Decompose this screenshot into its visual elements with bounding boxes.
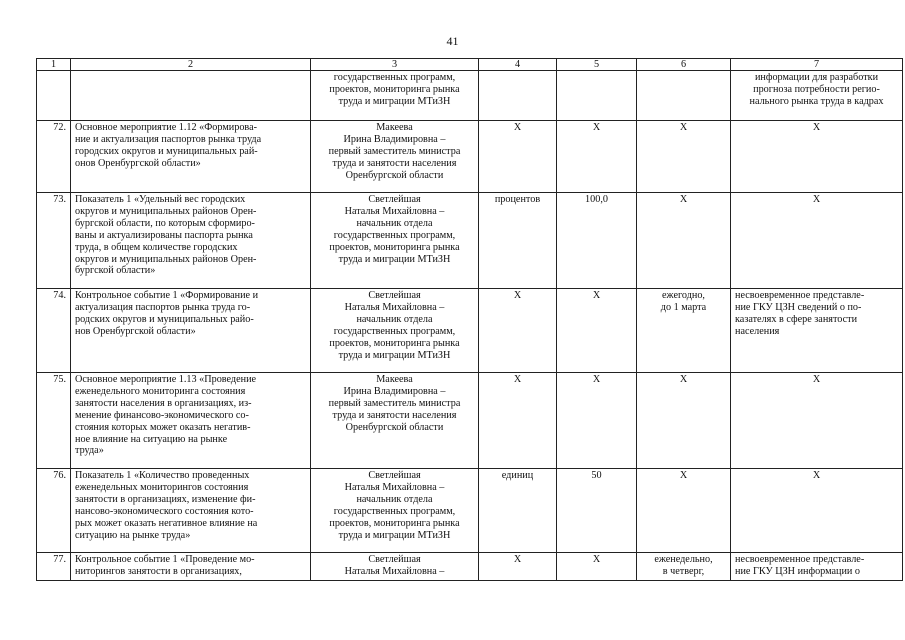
cell-responsible: Светлейшая Наталья Михайловна – начальник отдела государственных программ, проектов, мониторинга рынка труда и миграции МТиЗН xyxy=(311,469,479,553)
cell-risk: X xyxy=(731,373,903,469)
cell-deadline: X xyxy=(637,373,731,469)
cell-desc xyxy=(71,71,311,121)
cell-num: 72. xyxy=(37,121,71,193)
table-row xyxy=(37,469,903,553)
cell-risk: информации для разработки прогноза потребности регио- нального рынка труда в кадрах xyxy=(731,71,903,121)
cell-desc: Показатель 1 «Количество проведенных еженедельных мониторингов состояния занятости в организациях, изменение фи- нансово-экономического состояния кото- рых может оказать негативное влияние на ситуацию на рынке труда» xyxy=(71,469,311,553)
cell-value: X xyxy=(557,121,637,193)
cell-desc: Контрольное событие 1 «Проведение мо- ниторингов занятости в организациях, xyxy=(71,553,311,581)
header-cell: 2 xyxy=(71,59,311,71)
header-row xyxy=(37,59,903,71)
cell-unit: процентов xyxy=(479,193,557,289)
cell-deadline xyxy=(637,71,731,121)
cell-desc: Основное мероприятие 1.12 «Формирова- ние и актуализация паспортов рынка труда городских округов и муниципальных рай- онов Оренбургской области» xyxy=(71,121,311,193)
cell-unit: X xyxy=(479,553,557,581)
page-number: 41 xyxy=(446,34,459,48)
cell-value: 100,0 xyxy=(557,193,637,289)
cell-responsible: Макеева Ирина Владимировна – первый заместитель министра труда и занятости населения Оренбургской области xyxy=(311,121,479,193)
table-row xyxy=(37,193,903,289)
header-cell: 7 xyxy=(731,59,903,71)
cell-responsible: Светлейшая Наталья Михайловна – начальник отдела государственных программ, проектов, мониторинга рынка труда и миграции МТиЗН xyxy=(311,193,479,289)
table-row xyxy=(37,373,903,469)
cell-deadline: X xyxy=(637,193,731,289)
measures-table xyxy=(36,58,903,581)
cell-risk: X xyxy=(731,193,903,289)
cell-deadline: ежегодно, до 1 марта xyxy=(637,289,731,373)
cell-unit xyxy=(479,71,557,121)
header-cell: 4 xyxy=(479,59,557,71)
table-row xyxy=(37,289,903,373)
cell-deadline: X xyxy=(637,469,731,553)
cell-risk: несвоевременное представле- ние ГКУ ЦЗН информации о xyxy=(731,553,903,581)
cell-risk: несвоевременное представле- ние ГКУ ЦЗН сведений о по- казателях в сфере занятости населения xyxy=(731,289,903,373)
cell-desc: Показатель 1 «Удельный вес городских округов и муниципальных районов Орен- бургской области, по которым сформиро- ваны и актуализированы паспорта рынка труда, в общем количестве городских округов и муниципальных районов Орен- бургской области» xyxy=(71,193,311,289)
cell-desc: Контрольное событие 1 «Формирование и актуализация паспортов рынка труда го- родских округов и муниципальных райо- нов Оренбургской области» xyxy=(71,289,311,373)
table-row xyxy=(37,553,903,581)
cell-value: X xyxy=(557,553,637,581)
cell-value xyxy=(557,71,637,121)
cell-deadline: еженедельно, в четверг, xyxy=(637,553,731,581)
cell-risk: X xyxy=(731,121,903,193)
cell-num xyxy=(37,71,71,121)
cell-num: 74. xyxy=(37,289,71,373)
table-row xyxy=(37,121,903,193)
cell-unit: X xyxy=(479,121,557,193)
cell-responsible: Макеева Ирина Владимировна – первый заместитель министра труда и занятости населения Оренбургской области xyxy=(311,373,479,469)
cell-responsible: государственных программ, проектов, мониторинга рынка труда и миграции МТиЗН xyxy=(311,71,479,121)
cell-num: 73. xyxy=(37,193,71,289)
header-cell: 3 xyxy=(311,59,479,71)
cell-value: X xyxy=(557,289,637,373)
cell-desc: Основное мероприятие 1.13 «Проведение еженедельного мониторинга состояния занятости населения в организациях, из- менение финансово-экономического со- стояния которых может оказать негатив- ное влияние на ситуацию на рынке труда» xyxy=(71,373,311,469)
cell-responsible: Светлейшая Наталья Михайловна – xyxy=(311,553,479,581)
cell-num: 77. xyxy=(37,553,71,581)
header-cell: 1 xyxy=(37,59,71,71)
cell-unit: X xyxy=(479,373,557,469)
cell-responsible: Светлейшая Наталья Михайловна – начальник отдела государственных программ, проектов, мониторинга рынка труда и миграции МТиЗН xyxy=(311,289,479,373)
cell-num: 76. xyxy=(37,469,71,553)
cell-deadline: X xyxy=(637,121,731,193)
cell-value: 50 xyxy=(557,469,637,553)
cell-unit: X xyxy=(479,289,557,373)
table-row-continuation xyxy=(37,71,903,121)
cell-unit: единиц xyxy=(479,469,557,553)
header-cell: 5 xyxy=(557,59,637,71)
cell-value: X xyxy=(557,373,637,469)
cell-num: 75. xyxy=(37,373,71,469)
header-cell: 6 xyxy=(637,59,731,71)
cell-risk: X xyxy=(731,469,903,553)
